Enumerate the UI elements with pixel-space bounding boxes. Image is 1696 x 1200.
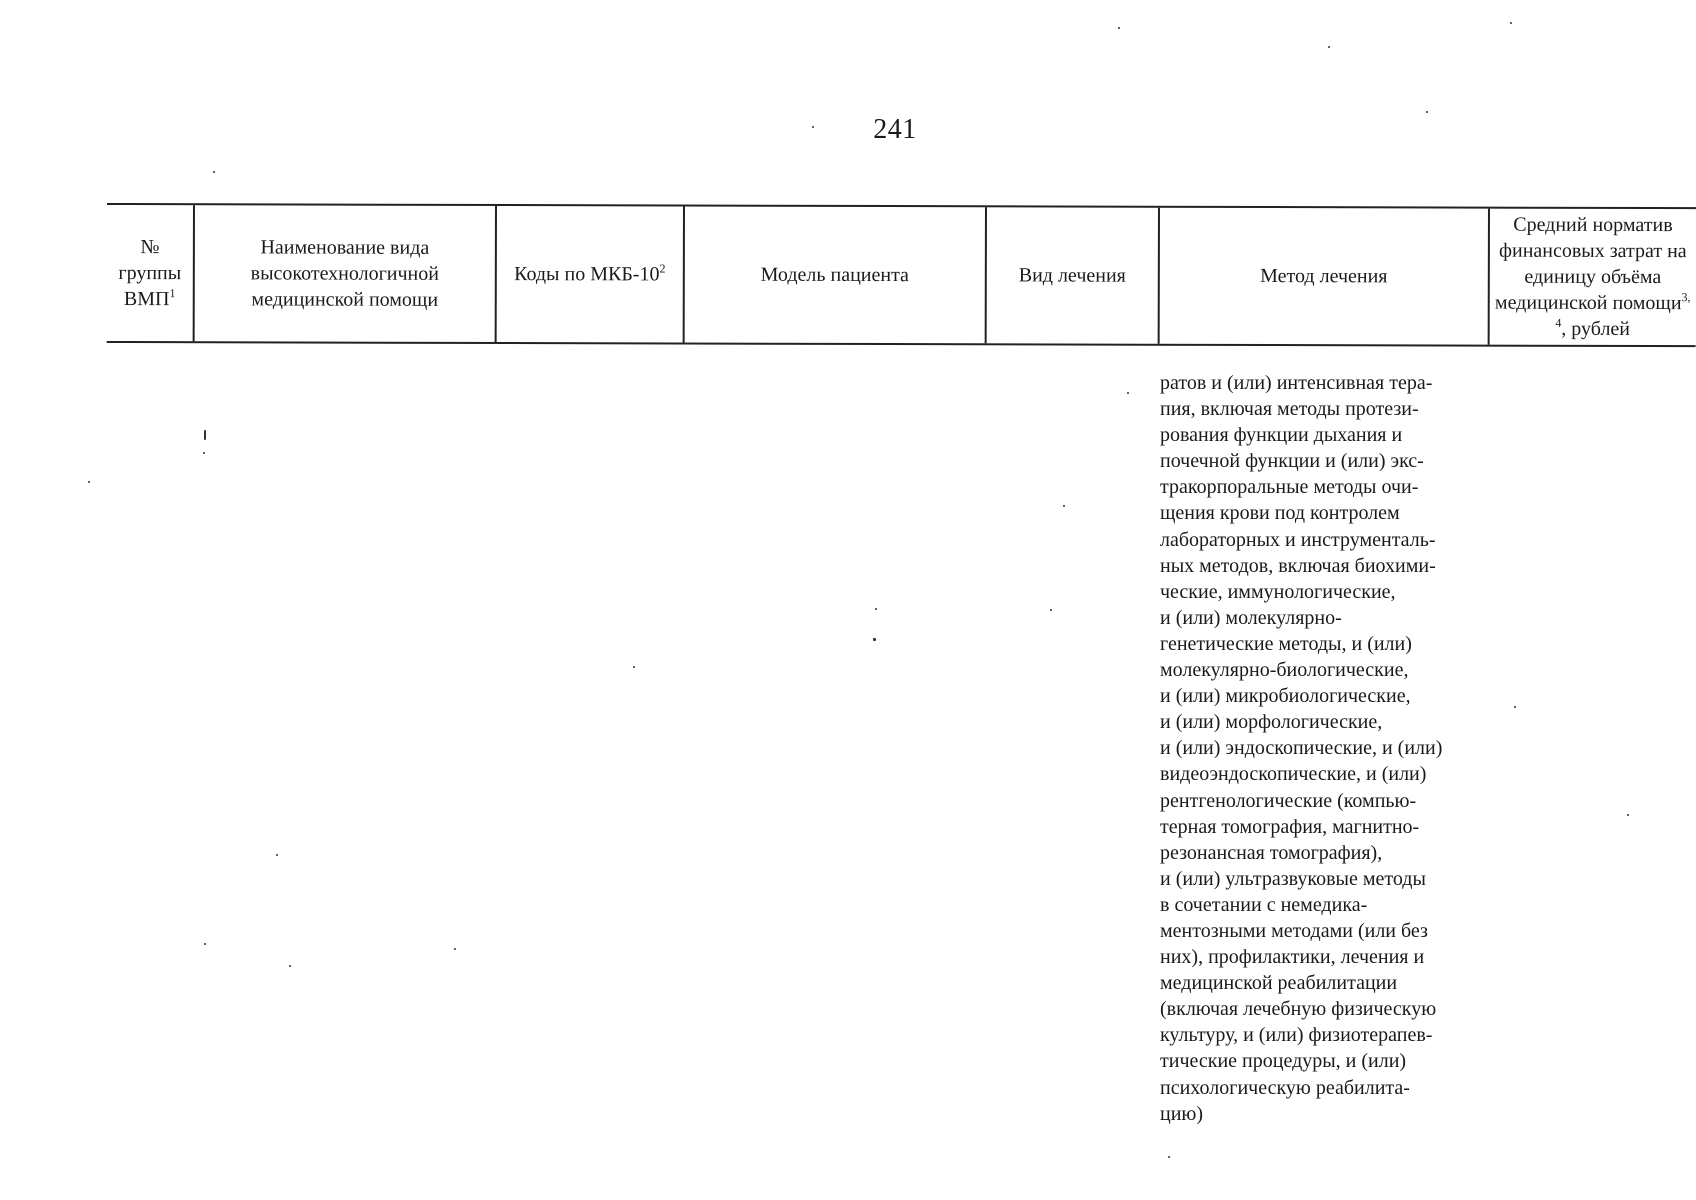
scan-speck bbox=[875, 608, 877, 610]
page-number: 241 bbox=[873, 114, 917, 145]
method-text-line: генетические методы, и (или) bbox=[1160, 632, 1412, 655]
header-icd-codes bbox=[495, 206, 683, 342]
method-text-line: молекулярно-биологические, bbox=[1160, 659, 1409, 682]
method-text-line: рования функции дыхания и bbox=[1160, 424, 1403, 447]
scan-speck bbox=[1627, 814, 1629, 816]
header-average-cost-unit: , рублей bbox=[1561, 317, 1631, 340]
footnote-ref-3-4: 3, 4 bbox=[1555, 290, 1691, 330]
table-header bbox=[107, 203, 1696, 347]
method-text-line: и (или) ультразвуковые методы bbox=[1160, 867, 1426, 890]
footnote-ref-1: 1 bbox=[169, 286, 176, 301]
method-text-line: и (или) морфологические, bbox=[1160, 711, 1383, 734]
method-text-line: ратов и (или) интенсивная тера- bbox=[1160, 372, 1433, 394]
scan-speck bbox=[454, 948, 456, 950]
scan-speck bbox=[1510, 22, 1512, 24]
scan-speck bbox=[1050, 609, 1052, 611]
header-care-type-name bbox=[193, 205, 495, 342]
header-patient-model-label: Модель пациента bbox=[760, 263, 909, 287]
method-text-line: (включая лечебную физическую bbox=[1160, 998, 1437, 1021]
header-care-type-name-label: Наименование вида высокотехнологичной медицинской помощи bbox=[250, 236, 440, 311]
scan-speck bbox=[88, 481, 90, 483]
header-patient-model bbox=[683, 207, 985, 344]
scan-speck bbox=[1514, 706, 1516, 708]
method-text-line: цию) bbox=[1160, 1102, 1204, 1125]
scan-speck bbox=[203, 452, 205, 454]
scan-speck bbox=[633, 666, 635, 668]
method-text-line: щения крови под контролем bbox=[1160, 502, 1400, 525]
method-text-line: медицинской реабилитации bbox=[1160, 972, 1398, 995]
scan-speck bbox=[1328, 46, 1330, 48]
header-group-number-label: № группы ВМП bbox=[118, 236, 182, 311]
method-text-line: видеоэндоскопические, и (или) bbox=[1160, 763, 1427, 786]
scan-speck bbox=[1063, 505, 1065, 507]
scan-speck bbox=[812, 126, 814, 128]
header-icd-codes-label: Коды по МКБ-10 bbox=[514, 263, 660, 286]
scan-speck bbox=[1168, 1156, 1170, 1158]
method-text-line: в сочетании с немедика- bbox=[1160, 893, 1368, 916]
method-text-line: тракорпоральные методы очи- bbox=[1160, 476, 1419, 499]
method-text-line: тические процедуры, и (или) bbox=[1160, 1050, 1407, 1073]
method-text-line: почечной функции и (или) экс- bbox=[1160, 450, 1424, 473]
header-treatment-type bbox=[985, 207, 1158, 343]
method-text-line: психологическую реабилита- bbox=[1160, 1076, 1410, 1099]
header-treatment-method-label: Метод лечения bbox=[1260, 265, 1388, 288]
header-average-cost bbox=[1488, 209, 1696, 346]
header-treatment-method bbox=[1158, 208, 1488, 345]
scan-speck bbox=[1426, 111, 1428, 113]
scan-speck bbox=[873, 638, 876, 641]
method-text-line: терная томография, магнитно- bbox=[1160, 815, 1420, 838]
method-text-line: пия, включая методы протези- bbox=[1160, 398, 1419, 421]
method-text-line: и (или) молекулярно- bbox=[1160, 606, 1342, 629]
scan-speck bbox=[213, 171, 215, 173]
method-text-line: ментозными методами (или без bbox=[1160, 919, 1428, 942]
header-average-cost-label: Средний норматив финансовых затрат на единицу объёма медицинской помощи bbox=[1494, 213, 1687, 315]
scan-speck bbox=[1127, 392, 1129, 394]
method-text-line: и (или) микробиологические, bbox=[1160, 685, 1411, 708]
scan-speck bbox=[276, 854, 278, 856]
footnote-ref-2: 2 bbox=[659, 261, 666, 276]
treatment-method-text bbox=[1160, 370, 1500, 1127]
method-text-line: рентгенологические (компью- bbox=[1160, 789, 1417, 812]
method-text-line: и (или) эндоскопические, и (или) bbox=[1160, 737, 1443, 760]
scan-speck bbox=[204, 430, 206, 440]
scan-speck bbox=[204, 943, 206, 945]
header-treatment-type-label: Вид лечения bbox=[1018, 264, 1126, 287]
scan-speck bbox=[289, 965, 291, 967]
method-text-line: ных методов, включая биохими- bbox=[1160, 554, 1436, 577]
method-text-line: них), профилактики, лечения и bbox=[1160, 946, 1425, 969]
method-text-line: ческие, иммунологические, bbox=[1160, 580, 1396, 603]
scan-speck bbox=[1118, 27, 1120, 29]
method-text-line: резонансная томография), bbox=[1160, 841, 1383, 864]
method-text-line: культуру, и (или) физиотерапев- bbox=[1160, 1024, 1433, 1047]
header-group-number bbox=[107, 205, 193, 341]
method-text-line: лабораторных и инструменталь- bbox=[1160, 528, 1436, 551]
